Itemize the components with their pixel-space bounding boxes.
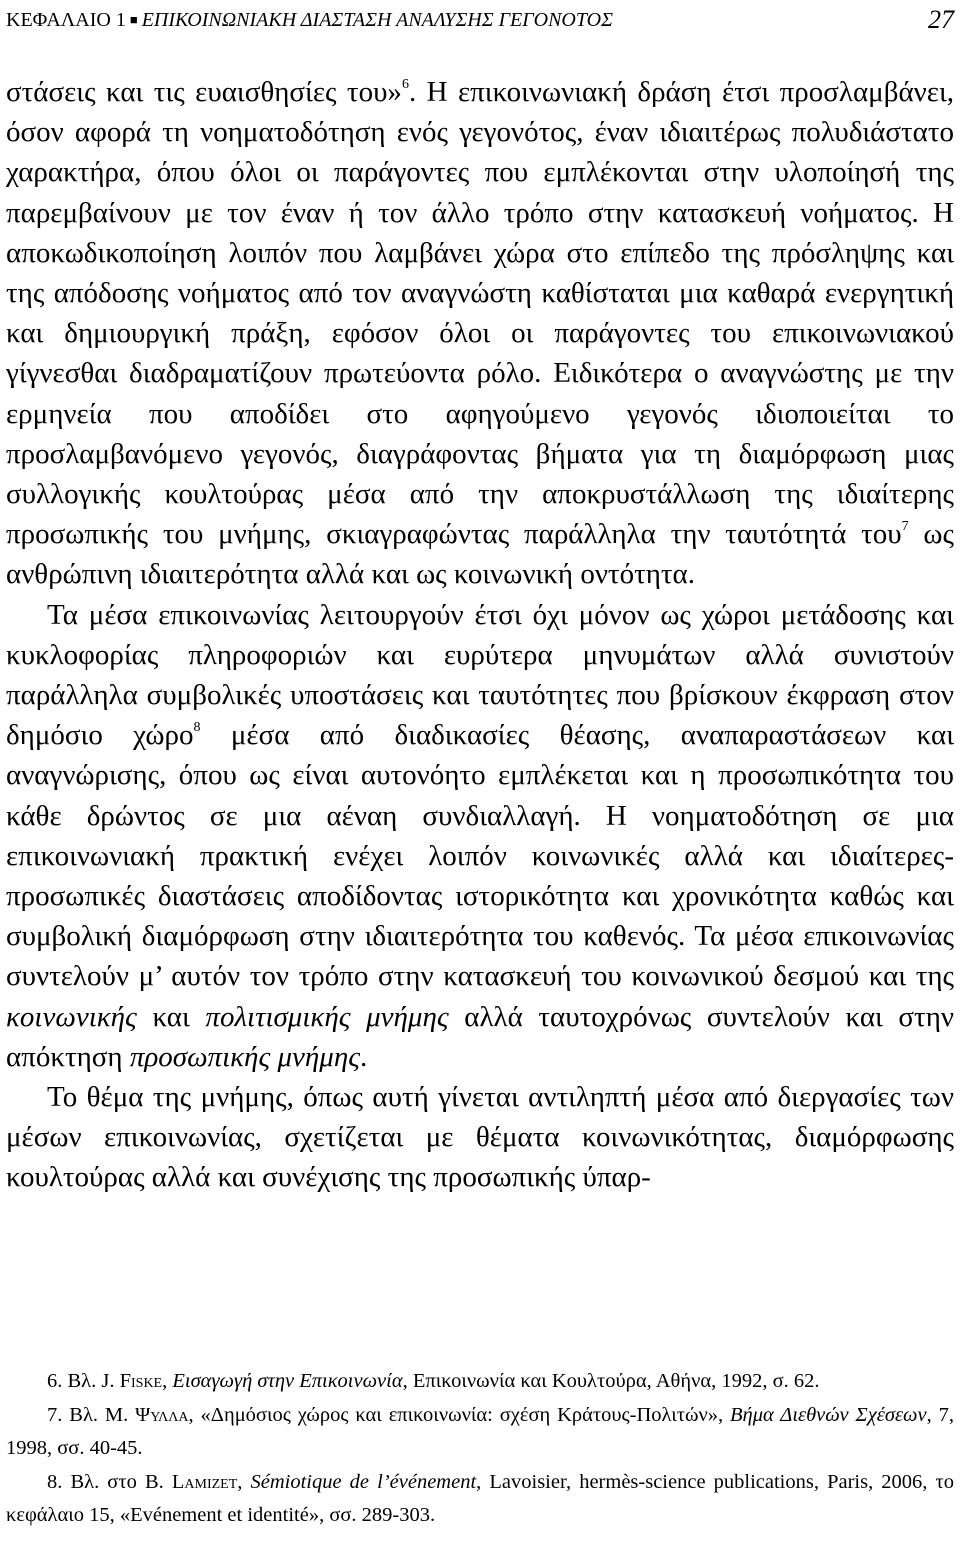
p1-text-2: . Η επικοινωνιακή δράση έτσι προσλαμβάνει, όσον αφορά τη νοηματοδότηση ενός γεγονότος, έναν ιδιαιτέρως πολυδιάστατο χαρακτήρα, όπου όλοι οι παράγοντες που εμπλέκονται στην υλοποίησή της παρεμβαίνουν με τον έναν ή τον άλλο τρόπο στην κατασκευή νοήματος. Η αποκωδικοποίηση λοιπόν που λαμβάνει χώρα στο επίπεδο της πρόσληψης και της απόδοσης νοήματος από τον αναγνώστη καθίσταται μια καθαρά ενεργητική και δημιουργική πράξη, εφόσον όλοι οι παράγοντες του επικοινωνιακού γίγνεσθαι διαδραματίζουν πρωτεύοντα ρόλο. Ειδικότερα ο αναγνώστης με την ερμηνεία που αποδίδει στο αφηγούμενο γεγονός ιδιοποιείται το προσλαμβανόμενο γεγονός, διαγράφοντας βήματα για τη διαμόρφωση μιας συλλογικής κουλτούρας μέσα από την αποκρυστάλλωση της ιδιαίτερης προσωπικής του μνήμης, σκιαγραφώντας παράλληλα την ταυτότητά του — [6, 76, 955, 551]
chapter-title: ΕΠΙΚΟΙΝΩΝΙΑΚΗ ΔΙΑΣΤΑΣΗ ΑΝΑΛΥΣΗΣ ΓΕΓΟΝΟΤΟΣ — [141, 9, 613, 31]
footnote-6-title: Εισαγωγή στην Επικοινωνία — [172, 1370, 403, 1392]
footnote-7-rest: , 7, 1998, σσ. 40-45. — [6, 1403, 955, 1459]
footnote-7-number: 7. Βλ. Μ. — [47, 1403, 136, 1426]
square-bullet-icon: ■ — [129, 12, 138, 27]
main-text — [6, 72, 954, 1198]
p2-text-4: αλλά ταυτοχρόνως συντελούν και στην απόκτηση — [6, 1000, 954, 1073]
p2-emphasis-1: κοινωνικής — [6, 1000, 137, 1033]
p2-text-3: και — [136, 1000, 206, 1033]
footnote-8-author: Lamizet — [171, 1470, 238, 1493]
footnote-8-number: 8. Βλ. στο B. — [47, 1470, 172, 1493]
running-header — [6, 4, 954, 36]
p2-emphasis-3: προσωπικής μνήμης — [129, 1040, 360, 1073]
p2-text-5: . — [360, 1040, 368, 1073]
p2-text-1: Τα μέσα επικοινωνίας λειτουργούν έτσι όχι μόνον ως χώροι μετάδοσης και κυκλοφορίας πληροφοριών και ευρύτερα μηνυμάτων αλλά συνιστούν παράλληλα συμβολικές υποστάσεις και ταυτότητες που βρίσκουν έκφραση στον δημόσιο χώρο — [6, 598, 954, 752]
footnote-6-sep: , — [162, 1370, 173, 1392]
footnote-6 — [6, 1365, 954, 1399]
p1-text-1: στάσεις και τις ευαισθησίες του» — [6, 76, 402, 108]
footnote-8-sep: , — [237, 1470, 251, 1493]
paragraph-1 — [6, 72, 954, 595]
footnote-ref-7: 7 — [901, 519, 909, 535]
paragraph-3: Το θέμα της μνήμης, όπως αυτή γίνεται αντιληπτή μέσα από διεργασίες των μέσων επικοινωνίας, σχετίζεται με θέματα κοινωνικότητας, διαμόρφωσης κουλτούρας αλλά και συνέχισης της προσωπικής ύπαρ- — [6, 1081, 954, 1194]
footnote-7 — [6, 1399, 954, 1466]
footnote-ref-8: 8 — [193, 720, 201, 736]
footnote-7-mid: , «Δημόσιος χώρος και επικοινωνία: σχέση Κράτους-Πολιτών», — [188, 1403, 731, 1426]
footnote-6-author: Fiske — [119, 1370, 163, 1392]
footnote-6-number: 6. Βλ. J. — [47, 1370, 120, 1392]
p2-emphasis-2: πολιτισμικής μνήμης — [205, 1000, 449, 1033]
footnote-ref-6: 6 — [401, 77, 409, 92]
paragraph-2 — [6, 595, 954, 1077]
p2-text-2: μέσα από διαδικασίες θέασης, αναπαραστάσεων και αναγνώρισης, όπου ως είναι αυτονόητο εμπλέκεται και η προσωπικότητα του κάθε δρώντος σε μια αέναη συνδιαλλαγή. Η νοηματοδότηση σε μια επικοινωνιακή πρακτική ενέχει λοιπόν κοινωνικές αλλά και ιδιαίτερες-προσωπικές διαστάσεις αποδίδοντας ιστορικότητα και χρονικότητα καθώς και συμβολική διαμόρφωση στην ιδιαιτερότητα του καθενός. Τα μέσα επικοινωνίας συντελούν μ’ αυτόν τον τρόπο στην κατασκευή του κοινωνικού δεσμού και της — [6, 719, 954, 993]
page-number: 27 — [928, 5, 954, 34]
footnote-6-rest: , Επικοινωνία και Κουλτούρα, Αθήνα, 1992, σ. 62. — [402, 1370, 820, 1392]
chapter-label: ΚΕΦΑΛΑΙΟ 1 — [6, 9, 126, 31]
footnote-8 — [6, 1466, 954, 1533]
p1-text-3: ως ανθρώπινη ιδιαιτερότητα αλλά και ως κοινωνική οντότητα. — [6, 518, 955, 591]
footnote-8-title: Sémiotique de l’événement — [250, 1470, 477, 1493]
chapter-heading — [6, 4, 613, 36]
footnote-7-author: Ψυλλα — [135, 1403, 189, 1426]
footnotes — [6, 1365, 954, 1533]
footnote-8-rest: , Lavoisier, hermès-science publications, Paris, 2006, το κεφάλαιο 15, «Evénement et identité», σσ. 289-303. — [6, 1470, 955, 1526]
footnote-7-journal: Βήμα Διεθνών Σχέσεων — [730, 1403, 927, 1426]
